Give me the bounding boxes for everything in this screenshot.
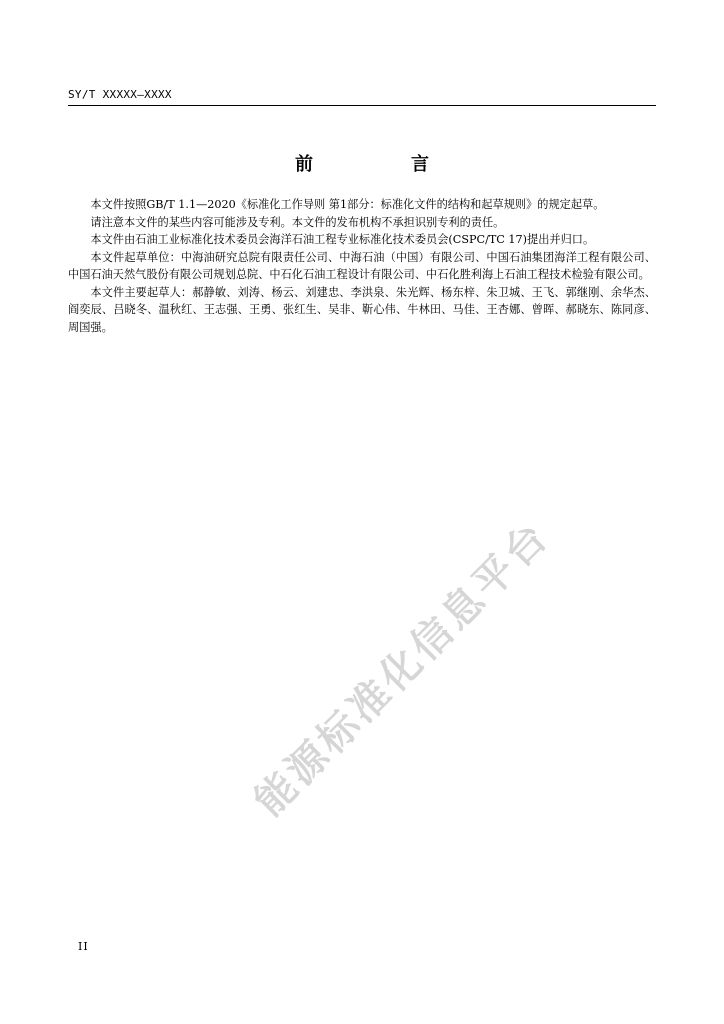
watermark: 能源标准化信息平台 [246, 512, 559, 826]
paragraph-drafting-units: 本文件起草单位：中海油研究总院有限责任公司、中海石油（中国）有限公司、中国石油集团海洋工程有限公司、中国石油天然气股份有限公司规划总院、中石化石油工程设计有限公司、中石化胜利海上石油工程技术检验有限公司。 [68, 250, 656, 281]
page-title: 前 言 [295, 154, 469, 175]
paragraph-patent-notice: 请注意本文件的某些内容可能涉及专利。本文件的发布机构不承担识别专利的责任。 [90, 215, 505, 229]
header-standard-code: SY/T XXXXX—XXXX [68, 88, 172, 101]
header-rule [68, 105, 656, 106]
paragraph-drafting-rules: 本文件按照GB/T 1.1—2020《标准化工作导则 第1部分：标准化文件的结构和起草规则》的规定起草。 [90, 198, 605, 211]
paragraph-proposer: 本文件由石油工业标准化技术委员会海洋石油工程专业标准化技术委员会(CSPC/TC 17)提出并归口。 [90, 233, 595, 246]
page-number: II [78, 940, 89, 953]
foreword-content [68, 196, 656, 336]
paragraph-drafters: 本文件主要起草人：郝静敏、刘涛、杨云、刘建忠、李洪泉、朱光辉、杨东梓、朱卫城、王飞、郭继刚、余华杰、阎奕辰、吕晓冬、温秋红、王志强、王勇、张红生、吴非、靳心伟、牛林田、马佳、王杏娜、曾晖、郝晓东、陈同彦、周国强。 [68, 285, 656, 334]
